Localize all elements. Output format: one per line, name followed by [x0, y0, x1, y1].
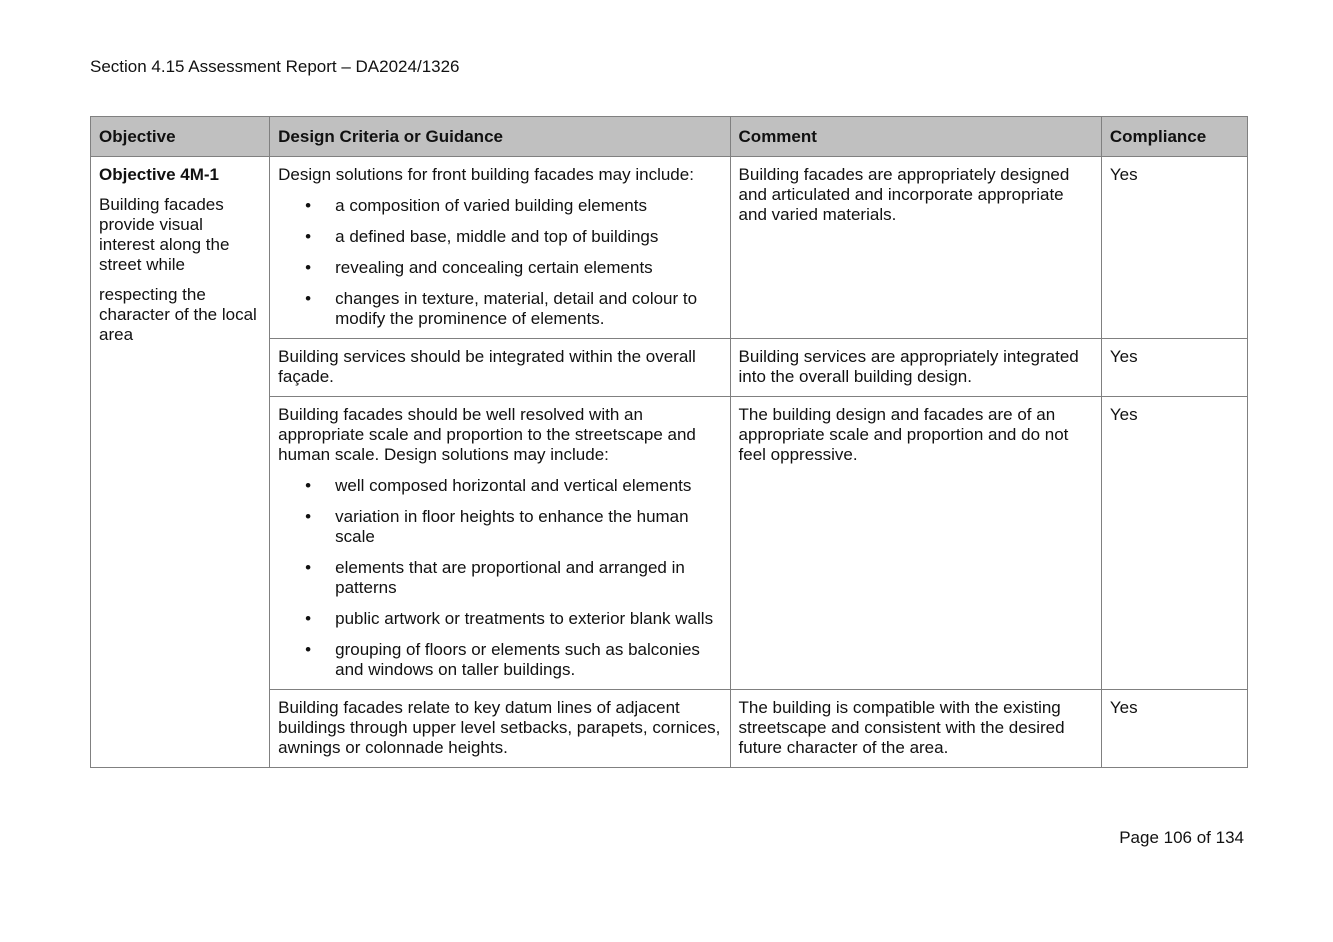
criteria-bullet: • well composed horizontal and vertical elements — [278, 476, 721, 496]
criteria-cell — [270, 397, 730, 690]
compliance-cell: Yes — [1101, 397, 1247, 690]
objective-title: Objective 4M-1 — [99, 165, 219, 184]
criteria-bullet-list — [278, 196, 721, 329]
report-header-title: Section 4.15 Assessment Report – DA2024/1326 — [90, 57, 460, 76]
criteria-intro: Building services should be integrated within the overall façade. — [278, 347, 696, 386]
objective-description: Building facades provide visual interest along the street while — [99, 195, 230, 274]
criteria-cell — [270, 339, 730, 397]
criteria-bullet: • grouping of floors or elements such as balconies and windows on taller buildings. — [278, 640, 721, 680]
compliance-cell: Yes — [1101, 690, 1247, 768]
objective-description-continued: respecting the character of the local area — [99, 285, 257, 344]
criteria-bullet: • variation in floor heights to enhance the human scale — [278, 507, 721, 547]
compliance-cell: Yes — [1101, 157, 1247, 339]
criteria-intro: Design solutions for front building facades may include: — [278, 165, 694, 184]
comment-cell: Building facades are appropriately designed and articulated and incorporate appropriate and varied materials. — [730, 157, 1101, 339]
comment-cell: The building design and facades are of an appropriate scale and proportion and do not feel oppressive. — [730, 397, 1101, 690]
column-header-comment: Comment — [730, 117, 1101, 157]
table-row — [91, 157, 1248, 339]
column-header-design-criteria: Design Criteria or Guidance — [270, 117, 730, 157]
criteria-intro: Building facades relate to key datum lines of adjacent buildings through upper level setbacks, parapets, cornices, awnings or colonnade heights. — [278, 698, 721, 757]
criteria-cell — [270, 690, 730, 768]
criteria-bullet: • public artwork or treatments to exterior blank walls — [278, 609, 721, 629]
criteria-cell — [270, 157, 730, 339]
page-number: Page 106 of 134 — [1119, 828, 1244, 847]
comment-cell: The building is compatible with the existing streetscape and consistent with the desired future character of the area. — [730, 690, 1101, 768]
criteria-intro: Building facades should be well resolved with an appropriate scale and proportion to the streetscape and human scale. Design solutions may include: — [278, 405, 696, 464]
objective-cell — [91, 157, 270, 768]
assessment-table — [90, 116, 1248, 768]
criteria-bullet: • a defined base, middle and top of buildings — [278, 227, 721, 247]
criteria-bullet-list — [278, 476, 721, 680]
comment-cell: Building services are appropriately integrated into the overall building design. — [730, 339, 1101, 397]
criteria-bullet: • revealing and concealing certain elements — [278, 258, 721, 278]
criteria-bullet: • elements that are proportional and arranged in patterns — [278, 558, 721, 598]
column-header-objective: Objective — [91, 117, 270, 157]
column-header-compliance: Compliance — [1101, 117, 1247, 157]
compliance-cell: Yes — [1101, 339, 1247, 397]
criteria-bullet: • a composition of varied building elements — [278, 196, 721, 216]
table-header-row — [91, 117, 1248, 157]
criteria-bullet: • changes in texture, material, detail and colour to modify the prominence of elements. — [278, 289, 721, 329]
